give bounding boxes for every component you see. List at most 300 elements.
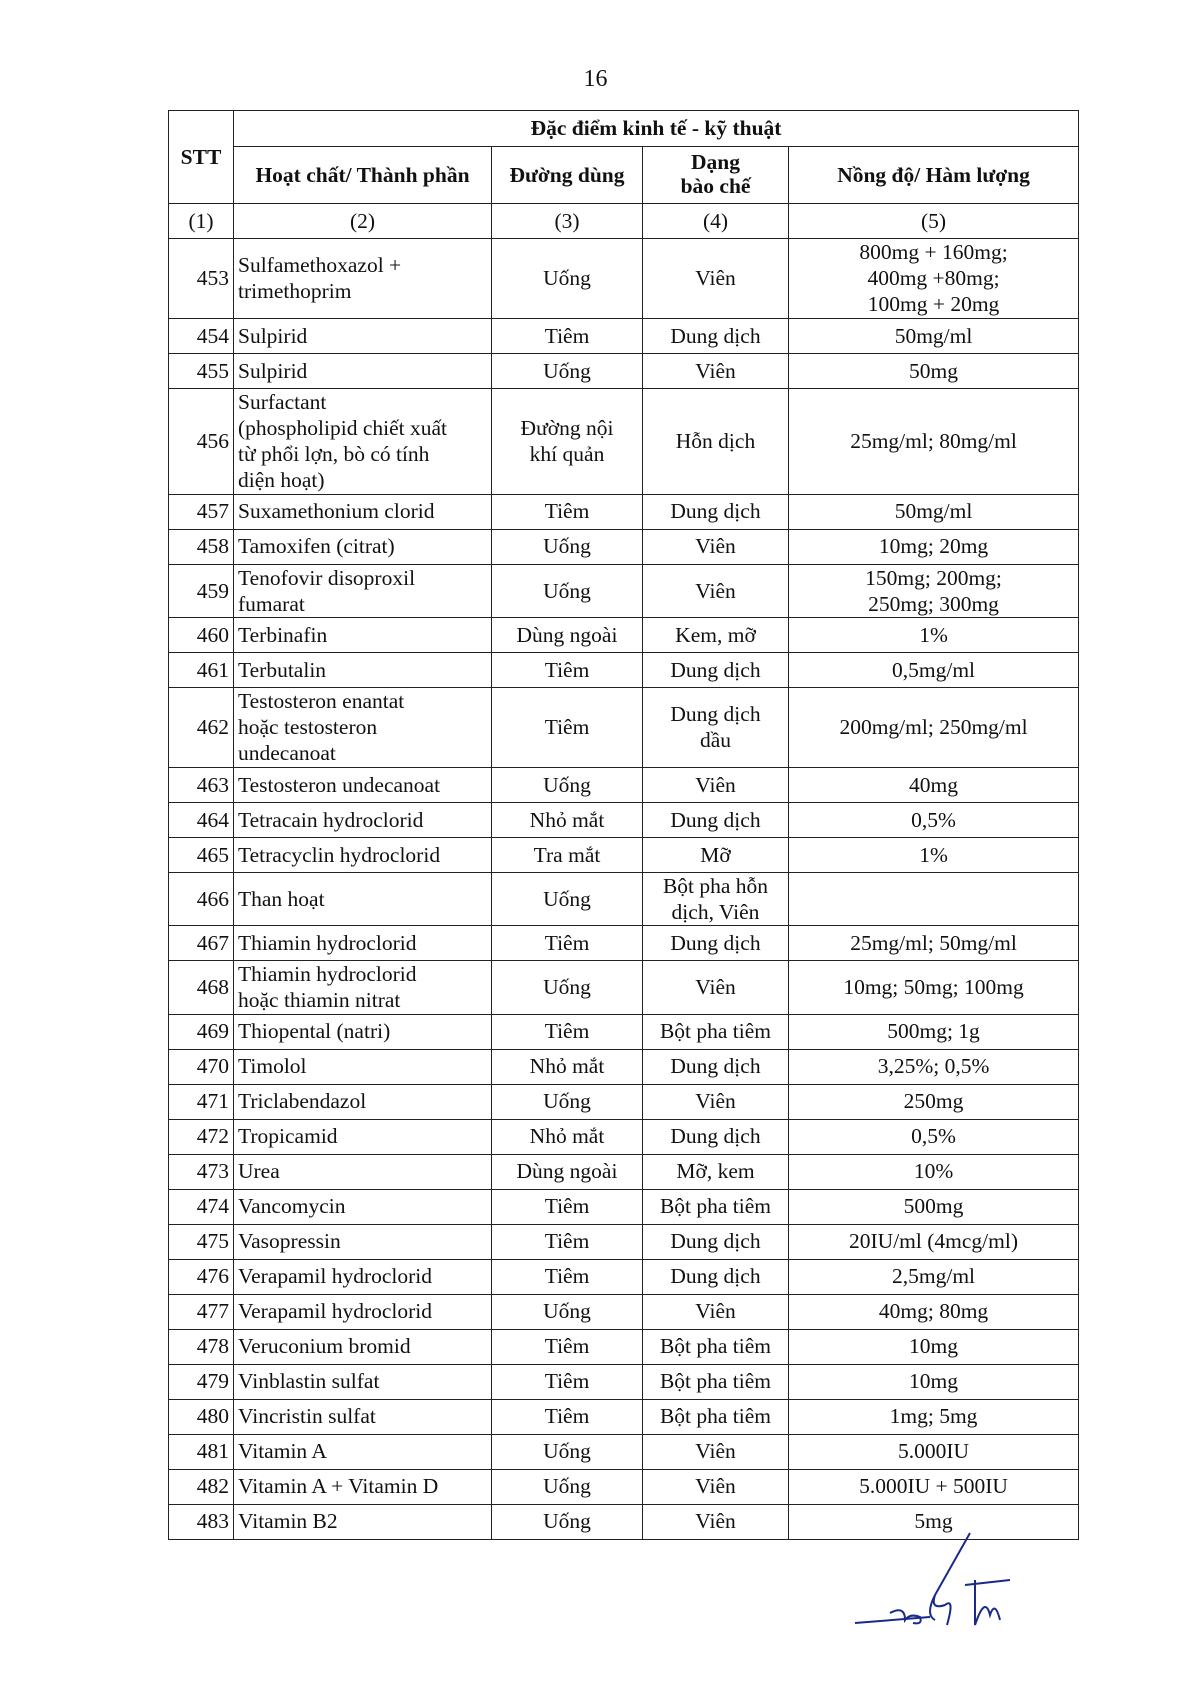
table-row	[169, 767, 1079, 802]
table-row	[169, 652, 1079, 687]
row-ingredient-line: Vancomycin	[238, 1194, 346, 1219]
row-strength	[789, 802, 1079, 837]
row-strength	[789, 926, 1079, 961]
row-strength-line: 10mg; 50mg; 100mg	[843, 975, 1024, 1000]
row-route	[492, 1364, 643, 1399]
row-ingredient-line: Triclabendazol	[238, 1089, 367, 1114]
row-strength	[789, 529, 1079, 564]
row-route-line: Uống	[543, 578, 591, 603]
row-route	[492, 1399, 643, 1434]
row-route-line: Tiêm	[544, 657, 590, 682]
row-stt: 456	[169, 388, 234, 494]
row-ingredient-line: hoặc testosteron	[238, 715, 378, 740]
column-number: (3)	[492, 204, 643, 239]
row-dosage-form	[643, 1329, 789, 1364]
row-route	[492, 353, 643, 388]
row-stt: 471	[169, 1084, 234, 1119]
row-strength-line: 50mg/ml	[894, 323, 973, 348]
row-ingredient-line: Testosteron enantat	[238, 688, 405, 713]
header-dosage-form-line2: bào chế	[680, 174, 751, 198]
row-dosage-form-line: Viên	[695, 772, 736, 797]
row-ingredient-line: Suxamethonium clorid	[238, 499, 435, 524]
row-ingredient	[234, 494, 492, 529]
row-route-line: Uống	[543, 1439, 591, 1464]
row-strength	[789, 1119, 1079, 1154]
table-row	[169, 872, 1079, 925]
table-row	[169, 1189, 1079, 1224]
row-ingredient-line: Sulpirid	[238, 323, 308, 348]
row-ingredient	[234, 687, 492, 767]
row-route	[492, 1294, 643, 1329]
row-route	[492, 564, 643, 617]
row-route-line: Nhỏ mắt	[529, 1124, 605, 1149]
row-route	[492, 652, 643, 687]
row-strength	[789, 1049, 1079, 1084]
table-row	[169, 1084, 1079, 1119]
row-strength-line: 200mg/ml; 250mg/ml	[839, 715, 1028, 740]
row-ingredient	[234, 802, 492, 837]
row-ingredient-line: diện hoạt)	[238, 468, 325, 493]
row-route-line: Tiêm	[544, 1264, 590, 1289]
row-route-line: Uống	[543, 772, 591, 797]
row-strength	[789, 617, 1079, 652]
row-dosage-form-line: Viên	[695, 266, 736, 291]
row-dosage-form-line: Dung dịch	[670, 323, 761, 348]
row-stt: 454	[169, 318, 234, 353]
table-row	[169, 617, 1079, 652]
row-dosage-form-line: Viên	[695, 534, 736, 559]
row-ingredient	[234, 1084, 492, 1119]
row-stt: 470	[169, 1049, 234, 1084]
row-dosage-form	[643, 529, 789, 564]
row-strength-line: 500mg; 1g	[887, 1019, 980, 1044]
row-strength-line: 2,5mg/ml	[892, 1264, 976, 1289]
row-ingredient-line: Vitamin A + Vitamin D	[238, 1474, 439, 1499]
row-route-line: Tiêm	[544, 499, 590, 524]
table-row	[169, 388, 1079, 494]
row-strength	[789, 1364, 1079, 1399]
row-ingredient-line: (phospholipid chiết xuất	[238, 415, 447, 440]
table-row	[169, 239, 1079, 319]
row-ingredient	[234, 1189, 492, 1224]
row-strength	[789, 872, 1079, 925]
row-strength-line: 150mg; 200mg;	[865, 565, 1002, 590]
row-route-line: Nhỏ mắt	[529, 1054, 605, 1079]
row-route	[492, 1049, 643, 1084]
row-strength-line: 250mg; 300mg	[868, 591, 999, 616]
row-dosage-form-line: Bột pha tiêm	[659, 1404, 772, 1429]
row-ingredient	[234, 1504, 492, 1539]
header-route: Đường dùng	[492, 147, 643, 204]
row-route-line: Dùng ngoài	[516, 1159, 618, 1184]
row-strength-line: 100mg + 20mg	[867, 292, 1000, 317]
row-route	[492, 872, 643, 925]
table-row	[169, 1469, 1079, 1504]
row-dosage-form-line: Dung dịch	[670, 930, 761, 955]
column-number: (2)	[234, 204, 492, 239]
row-route	[492, 1329, 643, 1364]
row-strength-line: 40mg; 80mg	[878, 1299, 989, 1324]
row-route-line: Uống	[543, 1474, 591, 1499]
row-strength	[789, 318, 1079, 353]
row-strength-line: 800mg + 160mg;	[859, 240, 1008, 264]
row-dosage-form	[643, 388, 789, 494]
row-route	[492, 802, 643, 837]
row-strength	[789, 494, 1079, 529]
row-stt: 462	[169, 687, 234, 767]
row-stt: 465	[169, 837, 234, 872]
row-route-line: Uống	[543, 975, 591, 1000]
row-stt: 459	[169, 564, 234, 617]
row-dosage-form-line: Dung dịch	[670, 807, 761, 832]
row-strength-line: 5.000IU	[897, 1439, 970, 1464]
row-route-line: Tiêm	[544, 1369, 590, 1394]
row-dosage-form	[643, 1189, 789, 1224]
row-dosage-form	[643, 1469, 789, 1504]
page-number: 16	[583, 66, 608, 92]
row-stt: 478	[169, 1329, 234, 1364]
row-strength	[789, 1154, 1079, 1189]
row-ingredient-line: Thiamin hydroclorid	[238, 930, 417, 955]
row-ingredient	[234, 1014, 492, 1049]
row-dosage-form-line: Kem, mỡ	[675, 622, 756, 647]
row-strength	[789, 652, 1079, 687]
header-stt: STT	[169, 111, 234, 204]
row-dosage-form-line: Dung dịch	[670, 1124, 761, 1149]
row-dosage-form	[643, 494, 789, 529]
row-ingredient	[234, 1224, 492, 1259]
row-strength-line: 20IU/ml (4mcg/ml)	[849, 1229, 1019, 1254]
column-number: (1)	[169, 204, 234, 239]
table-row	[169, 529, 1079, 564]
row-stt: 461	[169, 652, 234, 687]
row-ingredient-line: Tetracain hydroclorid	[238, 807, 424, 832]
row-route-line: Tiêm	[544, 715, 590, 740]
row-dosage-form-line: Dung dịch	[670, 1264, 761, 1289]
row-strength-line: 10%	[913, 1159, 954, 1184]
row-ingredient	[234, 318, 492, 353]
row-strength	[789, 1469, 1079, 1504]
row-route-line: Uống	[543, 1299, 591, 1324]
row-ingredient-line: undecanoat	[238, 741, 336, 766]
row-route-line: Tiêm	[544, 323, 590, 348]
row-strength-line: 10mg; 20mg	[878, 534, 989, 559]
row-strength-line: 25mg/ml; 50mg/ml	[850, 930, 1017, 955]
row-stt: 475	[169, 1224, 234, 1259]
row-route	[492, 318, 643, 353]
row-stt: 469	[169, 1014, 234, 1049]
table-row	[169, 1224, 1079, 1259]
row-ingredient	[234, 353, 492, 388]
table-row	[169, 318, 1079, 353]
row-dosage-form	[643, 1399, 789, 1434]
row-stt: 460	[169, 617, 234, 652]
row-ingredient-line: Thiamin hydroclorid	[238, 962, 417, 987]
row-route	[492, 1434, 643, 1469]
row-strength	[789, 687, 1079, 767]
row-dosage-form	[643, 1259, 789, 1294]
row-ingredient-line: hoặc thiamin nitrat	[238, 988, 401, 1013]
row-route	[492, 239, 643, 319]
row-route-line: Uống	[543, 1089, 591, 1114]
row-stt: 457	[169, 494, 234, 529]
row-stt: 476	[169, 1259, 234, 1294]
row-ingredient-line: Thiopental (natri)	[238, 1019, 391, 1044]
row-stt: 473	[169, 1154, 234, 1189]
row-route	[492, 1189, 643, 1224]
row-dosage-form	[643, 1504, 789, 1539]
row-dosage-form	[643, 1014, 789, 1049]
row-ingredient-line: Timolol	[238, 1054, 307, 1079]
row-route	[492, 1154, 643, 1189]
row-dosage-form-line: Hỗn dịch	[675, 428, 756, 453]
row-dosage-form	[643, 961, 789, 1014]
table-row	[169, 961, 1079, 1014]
row-stt: 455	[169, 353, 234, 388]
row-stt: 480	[169, 1399, 234, 1434]
row-route	[492, 926, 643, 961]
row-strength	[789, 239, 1079, 319]
row-strength-line: 5mg	[914, 1509, 953, 1534]
row-ingredient-line: Tetracyclin hydroclorid	[238, 842, 441, 867]
row-ingredient-line: Vasopressin	[238, 1229, 341, 1254]
row-stt: 458	[169, 529, 234, 564]
row-ingredient-line: Terbutalin	[238, 657, 327, 682]
row-dosage-form-line: Bột pha tiêm	[659, 1369, 772, 1394]
row-ingredient-line: Urea	[238, 1159, 280, 1184]
drug-list-table	[168, 110, 1079, 1540]
row-strength-line: 50mg/ml	[894, 499, 973, 524]
row-route	[492, 529, 643, 564]
row-ingredient	[234, 1364, 492, 1399]
row-ingredient	[234, 1469, 492, 1504]
row-dosage-form-line: dầu	[699, 728, 732, 753]
row-dosage-form-line: Mỡ, kem	[676, 1159, 755, 1184]
row-ingredient	[234, 564, 492, 617]
table-row	[169, 1014, 1079, 1049]
row-dosage-form-line: Viên	[695, 578, 736, 603]
row-strength	[789, 1084, 1079, 1119]
row-strength-line: 0,5mg/ml	[892, 657, 976, 682]
row-ingredient	[234, 1294, 492, 1329]
column-number: (4)	[643, 204, 789, 239]
row-stt: 464	[169, 802, 234, 837]
column-number: (5)	[789, 204, 1079, 239]
row-dosage-form	[643, 926, 789, 961]
table-row	[169, 837, 1079, 872]
row-dosage-form-line: Viên	[695, 1089, 736, 1114]
row-route	[492, 961, 643, 1014]
row-ingredient-line: Testosteron undecanoat	[238, 772, 441, 797]
row-route	[492, 837, 643, 872]
row-strength	[789, 1189, 1079, 1224]
row-route-line: Đường nội	[520, 415, 614, 440]
row-ingredient-line: Sulpirid	[238, 358, 308, 383]
row-ingredient-line: Surfactant	[238, 389, 327, 414]
table-row	[169, 1259, 1079, 1294]
row-strength	[789, 1294, 1079, 1329]
row-strength-line: 0,5%	[911, 807, 956, 832]
row-ingredient-line: Vitamin B2	[238, 1509, 338, 1534]
row-route-line: Tiêm	[544, 1404, 590, 1429]
row-strength	[789, 388, 1079, 494]
row-strength-line: 1%	[919, 842, 948, 867]
row-dosage-form	[643, 1224, 789, 1259]
row-route	[492, 1259, 643, 1294]
row-dosage-form	[643, 837, 789, 872]
table-row	[169, 564, 1079, 617]
row-ingredient-line: Verapamil hydroclorid	[238, 1299, 433, 1324]
row-dosage-form-line: Mỡ	[700, 842, 731, 867]
row-dosage-form-line: Bột pha tiêm	[659, 1334, 772, 1359]
row-ingredient	[234, 837, 492, 872]
row-dosage-form	[643, 802, 789, 837]
row-dosage-form-line: Viên	[695, 358, 736, 383]
header-dosage-form-line1: Dạng	[691, 150, 740, 175]
row-strength	[789, 1329, 1079, 1364]
row-strength-line: 5.000IU + 500IU	[859, 1474, 1008, 1499]
row-strength-line: 25mg/ml; 80mg/ml	[850, 428, 1017, 453]
table-row	[169, 1154, 1079, 1189]
row-ingredient	[234, 926, 492, 961]
row-dosage-form	[643, 1084, 789, 1119]
row-route-line: Uống	[543, 266, 591, 291]
row-dosage-form	[643, 1434, 789, 1469]
row-strength	[789, 767, 1079, 802]
row-dosage-form-line: Viên	[695, 1509, 736, 1534]
row-dosage-form-line: Dung dịch	[670, 657, 761, 682]
row-ingredient-line: từ phổi lợn, bò có tính	[238, 442, 430, 467]
row-dosage-form	[643, 353, 789, 388]
row-strength	[789, 1399, 1079, 1434]
row-ingredient-line: Vitamin A	[238, 1439, 327, 1464]
row-route-line: Tiêm	[544, 930, 590, 955]
row-dosage-form-line: Viên	[695, 1299, 736, 1324]
header-group: Đặc điểm kinh tế - kỹ thuật	[234, 111, 1079, 147]
header-ingredient: Hoạt chất/ Thành phần	[234, 147, 492, 204]
row-strength	[789, 1434, 1079, 1469]
signature-mark	[835, 1525, 1095, 1675]
row-strength-line: 0,5%	[911, 1124, 956, 1149]
row-stt: 481	[169, 1434, 234, 1469]
row-ingredient	[234, 1399, 492, 1434]
row-route-line: Uống	[543, 534, 591, 559]
row-dosage-form	[643, 617, 789, 652]
row-dosage-form	[643, 687, 789, 767]
row-dosage-form	[643, 239, 789, 319]
row-strength-line: 10mg	[909, 1334, 959, 1359]
row-strength-line: 40mg	[909, 772, 959, 797]
row-dosage-form	[643, 652, 789, 687]
row-route	[492, 494, 643, 529]
row-route-line: Tiêm	[544, 1019, 590, 1044]
row-dosage-form-line: Dung dịch	[670, 1229, 761, 1254]
table-row	[169, 494, 1079, 529]
row-strength	[789, 1224, 1079, 1259]
row-stt: 483	[169, 1504, 234, 1539]
row-strength	[789, 353, 1079, 388]
table-row	[169, 1049, 1079, 1084]
table-row	[169, 1364, 1079, 1399]
row-route	[492, 1224, 643, 1259]
row-ingredient-line: fumarat	[238, 591, 305, 616]
row-route	[492, 1119, 643, 1154]
row-ingredient	[234, 1259, 492, 1294]
row-ingredient	[234, 1049, 492, 1084]
row-ingredient	[234, 239, 492, 319]
row-ingredient-line: Sulfamethoxazol +	[238, 253, 402, 278]
row-dosage-form	[643, 318, 789, 353]
row-strength	[789, 1014, 1079, 1049]
row-strength-line: 250mg	[903, 1089, 964, 1114]
row-dosage-form	[643, 1364, 789, 1399]
row-stt: 474	[169, 1189, 234, 1224]
row-ingredient-line: trimethoprim	[238, 279, 352, 304]
row-dosage-form	[643, 1154, 789, 1189]
row-route	[492, 1014, 643, 1049]
row-ingredient	[234, 529, 492, 564]
row-ingredient	[234, 1434, 492, 1469]
row-strength-line: 50mg	[909, 358, 959, 383]
row-route-line: Tiêm	[544, 1334, 590, 1359]
row-route-line: Tiêm	[544, 1194, 590, 1219]
row-dosage-form	[643, 1119, 789, 1154]
row-ingredient	[234, 1329, 492, 1364]
row-stt: 467	[169, 926, 234, 961]
row-ingredient	[234, 1119, 492, 1154]
row-ingredient-line: Tropicamid	[238, 1124, 338, 1149]
row-route-line: khí quản	[529, 442, 605, 467]
row-ingredient-line: Tenofovir disoproxil	[238, 565, 416, 590]
row-route	[492, 1469, 643, 1504]
row-ingredient-line: Tamoxifen (citrat)	[238, 534, 395, 559]
row-stt: 466	[169, 872, 234, 925]
row-ingredient	[234, 767, 492, 802]
table-row	[169, 926, 1079, 961]
row-dosage-form	[643, 564, 789, 617]
row-ingredient	[234, 652, 492, 687]
row-strength	[789, 564, 1079, 617]
table-row	[169, 687, 1079, 767]
row-ingredient-line: Vinblastin sulfat	[238, 1369, 380, 1394]
row-route-line: Dùng ngoài	[516, 622, 618, 647]
row-dosage-form-line: Viên	[695, 1474, 736, 1499]
row-ingredient-line: Terbinafin	[238, 622, 328, 647]
row-dosage-form-line: dịch, Viên	[671, 899, 760, 924]
row-ingredient	[234, 1154, 492, 1189]
row-strength-line: 3,25%; 0,5%	[877, 1054, 990, 1079]
table-row	[169, 1399, 1079, 1434]
row-dosage-form-line: Dung dịch	[670, 702, 761, 727]
row-ingredient	[234, 617, 492, 652]
row-ingredient-line: Verapamil hydroclorid	[238, 1264, 433, 1289]
row-dosage-form	[643, 1294, 789, 1329]
row-dosage-form-line: Bột pha tiêm	[659, 1019, 772, 1044]
row-route	[492, 1084, 643, 1119]
row-stt: 479	[169, 1364, 234, 1399]
row-route	[492, 617, 643, 652]
row-dosage-form-line: Bột pha hỗn	[662, 873, 769, 898]
header-dosage-form	[643, 147, 789, 204]
row-route	[492, 1504, 643, 1539]
header-strength: Nồng độ/ Hàm lượng	[789, 147, 1079, 204]
row-dosage-form-line: Viên	[695, 1439, 736, 1464]
row-route-line: Uống	[543, 886, 591, 911]
row-ingredient-line: Than hoạt	[238, 886, 325, 911]
row-stt: 463	[169, 767, 234, 802]
table-row	[169, 802, 1079, 837]
row-ingredient	[234, 872, 492, 925]
